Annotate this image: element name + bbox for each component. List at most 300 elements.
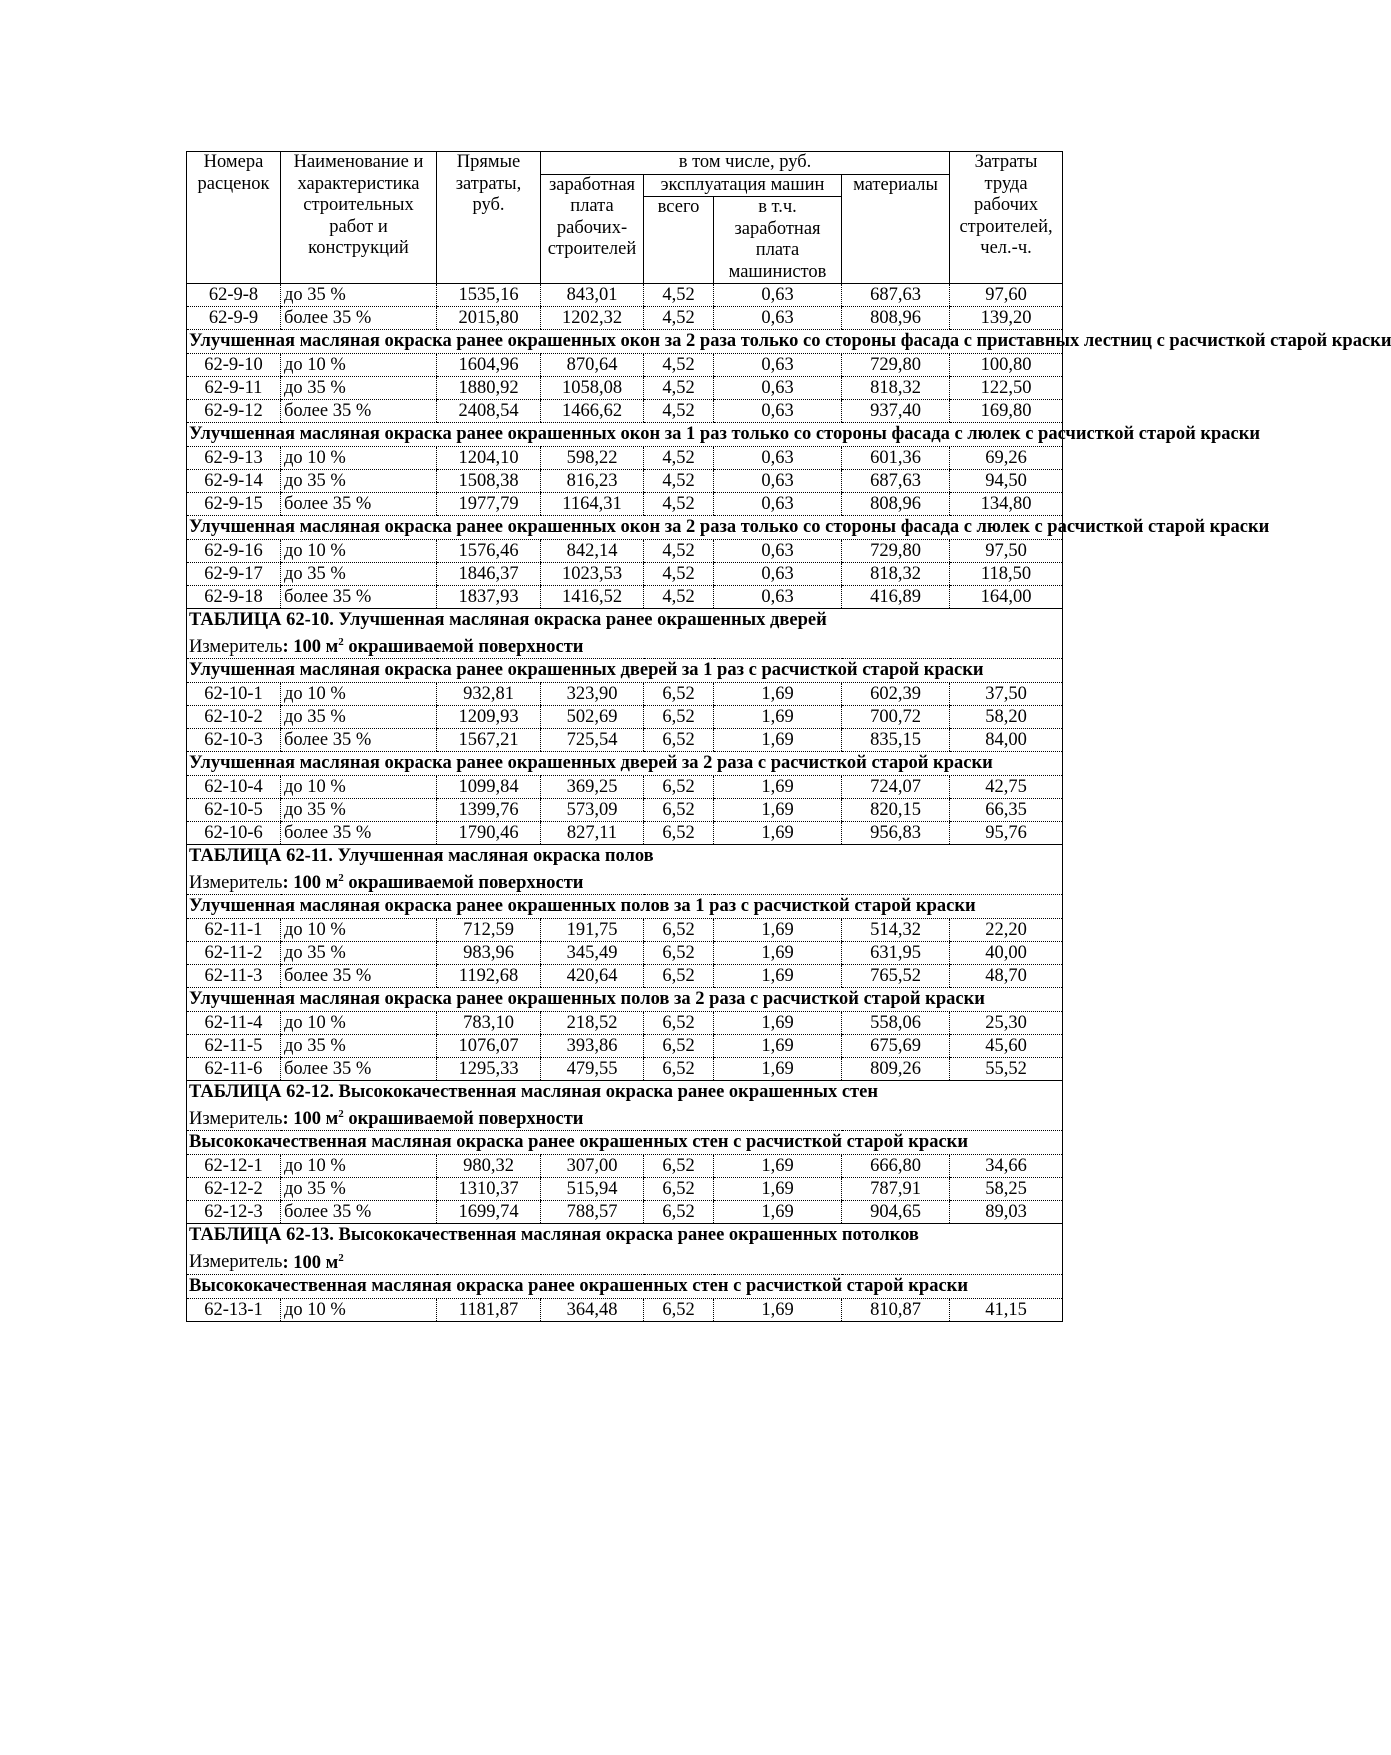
measure-unit bbox=[187, 631, 1063, 659]
wage-cost: 364,48 bbox=[541, 1298, 644, 1321]
section-title: Улучшенная масляная окраска ранее окрашенных полов за 2 раза с расчисткой старой краски bbox=[187, 988, 1063, 1012]
machine-wage: 1,69 bbox=[714, 1058, 842, 1081]
labor-cost: 69,26 bbox=[950, 447, 1063, 470]
measure-label: Измеритель bbox=[189, 1109, 283, 1130]
table-body bbox=[187, 284, 1391, 1322]
measure-exponent: 2 bbox=[338, 872, 344, 885]
labor-cost: 37,50 bbox=[950, 683, 1063, 706]
direct-cost: 932,81 bbox=[437, 683, 541, 706]
work-name: более 35 % bbox=[281, 586, 437, 609]
direct-cost: 1604,96 bbox=[437, 354, 541, 377]
machine-total: 6,52 bbox=[644, 1298, 714, 1321]
labor-cost: 48,70 bbox=[950, 965, 1063, 988]
section-title: Высококачественная масляная окраска ранее окрашенных стен с расчисткой старой краски bbox=[187, 1274, 1063, 1298]
table-row bbox=[187, 1178, 1063, 1201]
wage-cost: 515,94 bbox=[541, 1178, 644, 1201]
col-wage-header: заработная плата рабочих-строителей bbox=[541, 174, 644, 284]
machine-wage: 1,69 bbox=[714, 1298, 842, 1321]
machine-total: 6,52 bbox=[644, 1155, 714, 1178]
rate-code: 62-9-9 bbox=[187, 307, 281, 330]
work-name: до 10 % bbox=[281, 354, 437, 377]
machine-total: 6,52 bbox=[644, 799, 714, 822]
table-heading: ТАБЛИЦА 62-10. Улучшенная масляная окраска ранее окрашенных дверей bbox=[187, 609, 1063, 632]
col-code-header: Номера расценок bbox=[187, 152, 281, 284]
wage-cost: 816,23 bbox=[541, 470, 644, 493]
direct-cost: 712,59 bbox=[437, 919, 541, 942]
table-row bbox=[187, 354, 1063, 377]
machine-total: 4,52 bbox=[644, 470, 714, 493]
machine-wage: 0,63 bbox=[714, 493, 842, 516]
machine-wage: 0,63 bbox=[714, 470, 842, 493]
materials-cost: 818,32 bbox=[842, 563, 950, 586]
direct-cost: 1846,37 bbox=[437, 563, 541, 586]
wage-cost: 870,64 bbox=[541, 354, 644, 377]
machine-total: 4,52 bbox=[644, 354, 714, 377]
machine-wage: 1,69 bbox=[714, 1035, 842, 1058]
col-name-header: Наименование и характеристика строительных работ и конструкций bbox=[281, 152, 437, 284]
section-title-row bbox=[187, 752, 1063, 776]
table-row bbox=[187, 1012, 1063, 1035]
section-title: Улучшенная масляная окраска ранее окрашенных окон за 1 раз только со стороны фасада с люлек с расчисткой старой краски bbox=[187, 423, 1063, 447]
machine-total: 6,52 bbox=[644, 942, 714, 965]
materials-cost: 514,32 bbox=[842, 919, 950, 942]
direct-cost: 1880,92 bbox=[437, 377, 541, 400]
rate-code: 62-9-14 bbox=[187, 470, 281, 493]
table-heading-row bbox=[187, 1081, 1063, 1104]
machine-wage: 0,63 bbox=[714, 354, 842, 377]
wage-cost: 1023,53 bbox=[541, 563, 644, 586]
col-labor-header: Затраты труда рабочих строителей, чел.-ч. bbox=[950, 152, 1063, 284]
rate-code: 62-9-12 bbox=[187, 400, 281, 423]
work-name: более 35 % bbox=[281, 400, 437, 423]
direct-cost: 1699,74 bbox=[437, 1201, 541, 1224]
work-name: до 35 % bbox=[281, 799, 437, 822]
machine-total: 6,52 bbox=[644, 965, 714, 988]
direct-cost: 983,96 bbox=[437, 942, 541, 965]
materials-cost: 687,63 bbox=[842, 470, 950, 493]
labor-cost: 122,50 bbox=[950, 377, 1063, 400]
work-name: до 35 % bbox=[281, 284, 437, 307]
table-row bbox=[187, 1155, 1063, 1178]
machine-total: 4,52 bbox=[644, 377, 714, 400]
section-title-row bbox=[187, 516, 1063, 540]
col-incl-header: в том числе, руб. bbox=[541, 152, 950, 175]
table-row bbox=[187, 470, 1063, 493]
machine-wage: 1,69 bbox=[714, 919, 842, 942]
direct-cost: 783,10 bbox=[437, 1012, 541, 1035]
table-row bbox=[187, 1298, 1063, 1321]
wage-cost: 1164,31 bbox=[541, 493, 644, 516]
labor-cost: 164,00 bbox=[950, 586, 1063, 609]
direct-cost: 1977,79 bbox=[437, 493, 541, 516]
materials-cost: 729,80 bbox=[842, 354, 950, 377]
direct-cost: 1310,37 bbox=[437, 1178, 541, 1201]
work-name: более 35 % bbox=[281, 822, 437, 845]
wage-cost: 218,52 bbox=[541, 1012, 644, 1035]
measure-exponent: 2 bbox=[338, 1251, 344, 1264]
labor-cost: 84,00 bbox=[950, 729, 1063, 752]
direct-cost: 1576,46 bbox=[437, 540, 541, 563]
materials-cost: 700,72 bbox=[842, 706, 950, 729]
table-row bbox=[187, 919, 1063, 942]
machine-wage: 1,69 bbox=[714, 1201, 842, 1224]
work-name: более 35 % bbox=[281, 1201, 437, 1224]
section-title-row bbox=[187, 423, 1063, 447]
rate-code: 62-10-4 bbox=[187, 776, 281, 799]
labor-cost: 22,20 bbox=[950, 919, 1063, 942]
measure-unit bbox=[187, 1103, 1063, 1131]
rate-code: 62-11-2 bbox=[187, 942, 281, 965]
machine-total: 4,52 bbox=[644, 540, 714, 563]
measure-value-text: : 100 м bbox=[282, 1109, 339, 1130]
table-row bbox=[187, 307, 1063, 330]
measure-exponent: 2 bbox=[338, 636, 344, 648]
section-title-row bbox=[187, 1131, 1063, 1155]
rate-code: 62-11-3 bbox=[187, 965, 281, 988]
machine-wage: 0,63 bbox=[714, 540, 842, 563]
machine-wage: 0,63 bbox=[714, 377, 842, 400]
wage-cost: 323,90 bbox=[541, 683, 644, 706]
work-name: до 35 % bbox=[281, 706, 437, 729]
machine-wage: 1,69 bbox=[714, 1155, 842, 1178]
materials-cost: 937,40 bbox=[842, 400, 950, 423]
materials-cost: 724,07 bbox=[842, 776, 950, 799]
rate-code: 62-9-18 bbox=[187, 586, 281, 609]
rate-code: 62-9-8 bbox=[187, 284, 281, 307]
machine-total: 4,52 bbox=[644, 493, 714, 516]
measure-unit bbox=[187, 1246, 1063, 1274]
direct-cost: 1204,10 bbox=[437, 447, 541, 470]
rate-code: 62-9-13 bbox=[187, 447, 281, 470]
rate-code: 62-9-15 bbox=[187, 493, 281, 516]
direct-cost: 1508,38 bbox=[437, 470, 541, 493]
wage-cost: 725,54 bbox=[541, 729, 644, 752]
rate-code: 62-10-1 bbox=[187, 683, 281, 706]
wage-cost: 369,25 bbox=[541, 776, 644, 799]
labor-cost: 66,35 bbox=[950, 799, 1063, 822]
work-name: более 35 % bbox=[281, 729, 437, 752]
table-row bbox=[187, 1035, 1063, 1058]
table-row bbox=[187, 822, 1063, 845]
labor-cost: 95,76 bbox=[950, 822, 1063, 845]
rate-code: 62-9-10 bbox=[187, 354, 281, 377]
machine-total: 6,52 bbox=[644, 1058, 714, 1081]
machine-wage: 0,63 bbox=[714, 400, 842, 423]
machine-total: 6,52 bbox=[644, 706, 714, 729]
table-row bbox=[187, 447, 1063, 470]
table-heading: ТАБЛИЦА 62-13. Высококачественная масляная окраска ранее окрашенных потолков bbox=[187, 1224, 1063, 1247]
machine-total: 6,52 bbox=[644, 683, 714, 706]
table-row bbox=[187, 776, 1063, 799]
table-heading: ТАБЛИЦА 62-11. Улучшенная масляная окраска полов bbox=[187, 845, 1063, 868]
direct-cost: 1192,68 bbox=[437, 965, 541, 988]
rate-code: 62-12-2 bbox=[187, 1178, 281, 1201]
machine-total: 4,52 bbox=[644, 307, 714, 330]
table-heading-row bbox=[187, 1224, 1063, 1247]
col-mach-total-header: всего bbox=[644, 197, 714, 284]
rate-code: 62-11-5 bbox=[187, 1035, 281, 1058]
machine-total: 6,52 bbox=[644, 822, 714, 845]
labor-cost: 139,20 bbox=[950, 307, 1063, 330]
table-row bbox=[187, 586, 1063, 609]
col-mach-header: эксплуатация машин bbox=[644, 174, 842, 197]
machine-wage: 1,69 bbox=[714, 822, 842, 845]
direct-cost: 1399,76 bbox=[437, 799, 541, 822]
section-title: Улучшенная масляная окраска ранее окрашенных окон за 2 раза только со стороны фасада с люлек с расчисткой старой краски bbox=[187, 516, 1063, 540]
direct-cost: 1209,93 bbox=[437, 706, 541, 729]
table-row bbox=[187, 683, 1063, 706]
col-mat-header: материалы bbox=[842, 174, 950, 284]
rate-code: 62-10-2 bbox=[187, 706, 281, 729]
measure-unit bbox=[187, 867, 1063, 895]
section-title: Улучшенная масляная окраска ранее окрашенных дверей за 2 раза с расчисткой старой краски bbox=[187, 752, 1063, 776]
work-name: до 10 % bbox=[281, 447, 437, 470]
labor-cost: 118,50 bbox=[950, 563, 1063, 586]
machine-total: 6,52 bbox=[644, 729, 714, 752]
work-name: более 35 % bbox=[281, 493, 437, 516]
work-name: до 35 % bbox=[281, 1035, 437, 1058]
materials-cost: 956,83 bbox=[842, 822, 950, 845]
work-name: до 10 % bbox=[281, 540, 437, 563]
wage-cost: 420,64 bbox=[541, 965, 644, 988]
section-title-row bbox=[187, 895, 1063, 919]
work-name: до 35 % bbox=[281, 470, 437, 493]
work-name: до 35 % bbox=[281, 1178, 437, 1201]
machine-wage: 1,69 bbox=[714, 1178, 842, 1201]
wage-cost: 1058,08 bbox=[541, 377, 644, 400]
work-name: до 10 % bbox=[281, 683, 437, 706]
materials-cost: 601,36 bbox=[842, 447, 950, 470]
machine-total: 4,52 bbox=[644, 447, 714, 470]
rate-code: 62-11-1 bbox=[187, 919, 281, 942]
materials-cost: 666,80 bbox=[842, 1155, 950, 1178]
wage-cost: 1202,32 bbox=[541, 307, 644, 330]
measure-value bbox=[282, 873, 583, 893]
machine-total: 4,52 bbox=[644, 586, 714, 609]
labor-cost: 169,80 bbox=[950, 400, 1063, 423]
direct-cost: 1076,07 bbox=[437, 1035, 541, 1058]
wage-cost: 345,49 bbox=[541, 942, 644, 965]
wage-cost: 191,75 bbox=[541, 919, 644, 942]
wage-cost: 307,00 bbox=[541, 1155, 644, 1178]
rate-code: 62-12-1 bbox=[187, 1155, 281, 1178]
materials-cost: 810,87 bbox=[842, 1298, 950, 1321]
work-name: более 35 % bbox=[281, 1058, 437, 1081]
materials-cost: 808,96 bbox=[842, 307, 950, 330]
rate-code: 62-10-6 bbox=[187, 822, 281, 845]
measure-value-text: : 100 м bbox=[282, 873, 339, 894]
wage-cost: 479,55 bbox=[541, 1058, 644, 1081]
work-name: до 10 % bbox=[281, 1155, 437, 1178]
labor-cost: 134,80 bbox=[950, 493, 1063, 516]
direct-cost: 2015,80 bbox=[437, 307, 541, 330]
rate-code: 62-13-1 bbox=[187, 1298, 281, 1321]
col-mach-wage-header: в т.ч. заработная плата машинистов bbox=[714, 197, 842, 284]
rate-code: 62-9-16 bbox=[187, 540, 281, 563]
table-row bbox=[187, 1201, 1063, 1224]
table-heading: ТАБЛИЦА 62-12. Высококачественная масляная окраска ранее окрашенных стен bbox=[187, 1081, 1063, 1104]
measure-suffix: окрашиваемой поверхности bbox=[343, 873, 584, 894]
rate-code: 62-9-11 bbox=[187, 377, 281, 400]
work-name: более 35 % bbox=[281, 307, 437, 330]
labor-cost: 94,50 bbox=[950, 470, 1063, 493]
table-heading-row bbox=[187, 845, 1063, 868]
section-title: Улучшенная масляная окраска ранее окрашенных полов за 1 раз с расчисткой старой краски bbox=[187, 895, 1063, 919]
machine-total: 4,52 bbox=[644, 284, 714, 307]
labor-cost: 58,25 bbox=[950, 1178, 1063, 1201]
section-title-row bbox=[187, 1274, 1063, 1298]
materials-cost: 729,80 bbox=[842, 540, 950, 563]
rate-code: 62-12-3 bbox=[187, 1201, 281, 1224]
section-title: Высококачественная масляная окраска ранее окрашенных стен с расчисткой старой краски bbox=[187, 1131, 1063, 1155]
measure-exponent: 2 bbox=[338, 1108, 344, 1121]
table-heading-row bbox=[187, 609, 1063, 632]
machine-total: 6,52 bbox=[644, 1178, 714, 1201]
labor-cost: 34,66 bbox=[950, 1155, 1063, 1178]
materials-cost: 558,06 bbox=[842, 1012, 950, 1035]
machine-total: 4,52 bbox=[644, 400, 714, 423]
direct-cost: 1837,93 bbox=[437, 586, 541, 609]
table-row bbox=[187, 1058, 1063, 1081]
labor-cost: 89,03 bbox=[950, 1201, 1063, 1224]
direct-cost: 1567,21 bbox=[437, 729, 541, 752]
section-title: Улучшенная масляная окраска ранее окрашенных окон за 2 раза только со стороны фасада с приставных лестниц с расчисткой старой краски bbox=[187, 330, 1063, 354]
labor-cost: 42,75 bbox=[950, 776, 1063, 799]
measure-label: Измеритель bbox=[189, 873, 283, 894]
measure-value bbox=[282, 637, 583, 657]
work-name: до 10 % bbox=[281, 1012, 437, 1035]
measure-suffix: окрашиваемой поверхности bbox=[343, 1109, 584, 1130]
wage-cost: 502,69 bbox=[541, 706, 644, 729]
col-direct-header: Прямые затраты, руб. bbox=[437, 152, 541, 284]
materials-cost: 765,52 bbox=[842, 965, 950, 988]
work-name: более 35 % bbox=[281, 965, 437, 988]
machine-wage: 0,63 bbox=[714, 586, 842, 609]
machine-total: 6,52 bbox=[644, 776, 714, 799]
machine-total: 6,52 bbox=[644, 1201, 714, 1224]
table-header bbox=[187, 152, 1063, 284]
section-title-row bbox=[187, 330, 1063, 354]
machine-wage: 1,69 bbox=[714, 683, 842, 706]
table-row bbox=[187, 377, 1063, 400]
machine-wage: 1,69 bbox=[714, 942, 842, 965]
wage-cost: 573,09 bbox=[541, 799, 644, 822]
labor-cost: 100,80 bbox=[950, 354, 1063, 377]
materials-cost: 787,91 bbox=[842, 1178, 950, 1201]
work-name: до 10 % bbox=[281, 1298, 437, 1321]
direct-cost: 1181,87 bbox=[437, 1298, 541, 1321]
materials-cost: 904,65 bbox=[842, 1201, 950, 1224]
labor-cost: 55,52 bbox=[950, 1058, 1063, 1081]
rate-code: 62-11-4 bbox=[187, 1012, 281, 1035]
wage-cost: 598,22 bbox=[541, 447, 644, 470]
measure-row bbox=[187, 867, 1063, 895]
materials-cost: 687,63 bbox=[842, 284, 950, 307]
machine-wage: 0,63 bbox=[714, 447, 842, 470]
work-name: до 35 % bbox=[281, 942, 437, 965]
measure-value bbox=[282, 1253, 343, 1273]
direct-cost: 2408,54 bbox=[437, 400, 541, 423]
machine-wage: 0,63 bbox=[714, 284, 842, 307]
measure-label: Измеритель bbox=[189, 1252, 283, 1273]
table-row bbox=[187, 563, 1063, 586]
wage-cost: 788,57 bbox=[541, 1201, 644, 1224]
machine-wage: 1,69 bbox=[714, 706, 842, 729]
labor-cost: 45,60 bbox=[950, 1035, 1063, 1058]
machine-wage: 0,63 bbox=[714, 307, 842, 330]
labor-cost: 97,50 bbox=[950, 540, 1063, 563]
materials-cost: 675,69 bbox=[842, 1035, 950, 1058]
section-title-row bbox=[187, 659, 1063, 683]
materials-cost: 602,39 bbox=[842, 683, 950, 706]
materials-cost: 416,89 bbox=[842, 586, 950, 609]
materials-cost: 820,15 bbox=[842, 799, 950, 822]
section-title: Улучшенная масляная окраска ранее окрашенных дверей за 1 раз с расчисткой старой краски bbox=[187, 659, 1063, 683]
wage-cost: 393,86 bbox=[541, 1035, 644, 1058]
table-row bbox=[187, 400, 1063, 423]
rate-code: 62-10-3 bbox=[187, 729, 281, 752]
labor-cost: 25,30 bbox=[950, 1012, 1063, 1035]
rate-code: 62-10-5 bbox=[187, 799, 281, 822]
table-row bbox=[187, 965, 1063, 988]
machine-total: 6,52 bbox=[644, 1012, 714, 1035]
machine-wage: 1,69 bbox=[714, 1012, 842, 1035]
work-name: до 10 % bbox=[281, 776, 437, 799]
measure-value bbox=[282, 1109, 583, 1129]
measure-row bbox=[187, 631, 1063, 659]
section-title-row bbox=[187, 988, 1063, 1012]
materials-cost: 808,96 bbox=[842, 493, 950, 516]
wage-cost: 1466,62 bbox=[541, 400, 644, 423]
labor-cost: 41,15 bbox=[950, 1298, 1063, 1321]
wage-cost: 1416,52 bbox=[541, 586, 644, 609]
materials-cost: 631,95 bbox=[842, 942, 950, 965]
measure-label: Измеритель bbox=[189, 637, 283, 658]
table-row bbox=[187, 493, 1063, 516]
wage-cost: 827,11 bbox=[541, 822, 644, 845]
price-table bbox=[186, 151, 1391, 1322]
table-row bbox=[187, 540, 1063, 563]
rate-code: 62-9-17 bbox=[187, 563, 281, 586]
direct-cost: 1099,84 bbox=[437, 776, 541, 799]
machine-wage: 1,69 bbox=[714, 729, 842, 752]
measure-row bbox=[187, 1246, 1063, 1274]
materials-cost: 818,32 bbox=[842, 377, 950, 400]
table-row bbox=[187, 284, 1063, 307]
measure-value-text: : 100 м bbox=[282, 637, 339, 658]
direct-cost: 1295,33 bbox=[437, 1058, 541, 1081]
machine-wage: 1,69 bbox=[714, 776, 842, 799]
work-name: до 10 % bbox=[281, 919, 437, 942]
materials-cost: 835,15 bbox=[842, 729, 950, 752]
machine-wage: 1,69 bbox=[714, 799, 842, 822]
measure-suffix: окрашиваемой поверхности bbox=[343, 637, 584, 658]
table-row bbox=[187, 942, 1063, 965]
machine-total: 6,52 bbox=[644, 1035, 714, 1058]
measure-row bbox=[187, 1103, 1063, 1131]
work-name: до 35 % bbox=[281, 377, 437, 400]
machine-total: 6,52 bbox=[644, 919, 714, 942]
machine-wage: 1,69 bbox=[714, 965, 842, 988]
measure-value-text: : 100 м bbox=[282, 1252, 339, 1273]
labor-cost: 58,20 bbox=[950, 706, 1063, 729]
machine-total: 4,52 bbox=[644, 563, 714, 586]
wage-cost: 842,14 bbox=[541, 540, 644, 563]
labor-cost: 97,60 bbox=[950, 284, 1063, 307]
rate-code: 62-11-6 bbox=[187, 1058, 281, 1081]
direct-cost: 1790,46 bbox=[437, 822, 541, 845]
wage-cost: 843,01 bbox=[541, 284, 644, 307]
